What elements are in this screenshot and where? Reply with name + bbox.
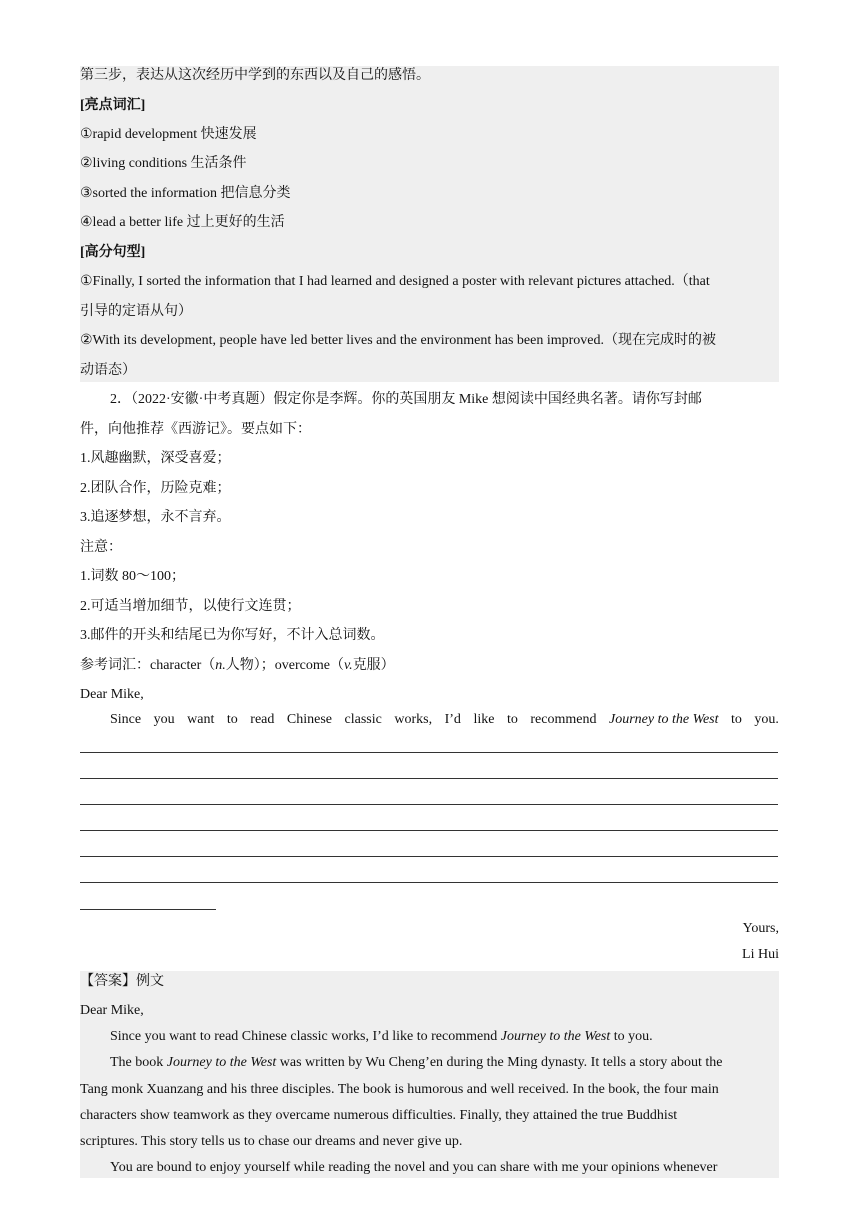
letter-signature: Li Hui <box>742 947 779 962</box>
vocab-heading: [亮点词汇] <box>80 98 146 113</box>
opening-word: want <box>187 712 215 727</box>
opening-word: like <box>473 712 495 727</box>
note-item: 1.词数 80～100； <box>80 569 185 584</box>
ref-v: v. <box>344 658 353 673</box>
opening-word: read <box>250 712 275 727</box>
answer-p1-title: Journey to the West <box>500 1029 611 1044</box>
answer-label: 【答案】例文 <box>80 974 164 989</box>
opening-word: you <box>153 712 175 727</box>
opening-word: to <box>731 712 742 727</box>
sentence-2-line-2: 动语态） <box>80 363 136 378</box>
answer-p2-post: was written by Wu Cheng’en during the Ming dynasty. It tells a story about the <box>276 1055 723 1070</box>
answer-salutation: Dear Mike, <box>80 1003 144 1018</box>
sentence-1-line-1: ①Finally, I sorted the information that I had learned and designed a poster with relevant pictures attached.（that <box>80 274 710 289</box>
opening-word: Chinese <box>286 712 332 727</box>
sentence-1-line-2: 引导的定语从句） <box>80 304 192 319</box>
vocab-item: ④lead a better life 过上更好的生活 <box>80 215 285 230</box>
opening-word: to <box>506 712 518 727</box>
opening-book-title: Journey to the West <box>608 712 719 727</box>
writing-line <box>80 830 778 831</box>
ref-mid: 人物）；overcome（ <box>225 658 344 673</box>
answer-p2-line-3: characters show teamwork as they overcame numerous difficulties. Finally, they attained the true Buddhist <box>80 1108 678 1123</box>
vocab-item: ①rapid development 快速发展 <box>80 127 257 142</box>
opening-word: recommend <box>530 712 597 727</box>
letter-opening <box>80 705 779 734</box>
letter-closing: Yours, <box>742 921 779 936</box>
point-item: 3.追逐梦想，永不言弃。 <box>80 510 231 525</box>
answer-p2-line-4: scriptures. This story tells us to chase our dreams and never give up. <box>80 1134 463 1149</box>
ref-n: n. <box>215 658 226 673</box>
notes-heading: 注意： <box>80 540 122 555</box>
opening-word: works, <box>394 712 433 727</box>
answer-p2-line-2: Tang monk Xuanzang and his three disciples. The book is humorous and well received. In the book, the four main <box>80 1082 719 1097</box>
answer-p2-line-1 <box>80 1048 779 1077</box>
opening-word: Since <box>110 712 142 727</box>
vocab-item: ②living conditions 生活条件 <box>80 156 247 171</box>
step-three-text: 第三步，表达从这次经历中学到的东西以及自己的感悟。 <box>80 68 430 83</box>
answer-p1-post: to you. <box>610 1029 653 1044</box>
answer-p3-line-1: You are bound to enjoy yourself while reading the novel and you can share with me your opinions whenever <box>110 1160 718 1175</box>
answer-paragraph-1 <box>80 1022 779 1051</box>
point-item: 1.风趣幽默，深受喜爱； <box>80 451 231 466</box>
opening-word: I’d <box>444 712 461 727</box>
ref-prefix: 参考词汇：character（ <box>80 658 216 673</box>
note-item: 2.可适当增加细节，以使行文连贯； <box>80 599 301 614</box>
point-item: 2.团队合作，历险克难； <box>80 481 231 496</box>
writing-line <box>80 804 778 805</box>
question-intro-line-1: 2．（2022·安徽·中考真题）假定你是李辉。你的英国朋友 Mike 想阅读中国经典名著。请你写封邮 <box>110 392 702 407</box>
answer-p2-title: Journey to the West <box>166 1055 277 1070</box>
writing-line-short <box>80 909 216 910</box>
sentence-2-line-1: ②With its development, people have led better lives and the environment has been improved.（现在完成时的被 <box>80 333 717 348</box>
opening-word: to <box>226 712 238 727</box>
writing-line <box>80 882 778 883</box>
opening-word: classic <box>344 712 382 727</box>
answer-p1-pre: Since you want to read Chinese classic works, I’d like to recommend <box>110 1029 501 1044</box>
sentence-heading: [高分句型] <box>80 245 146 260</box>
writing-line <box>80 752 778 753</box>
ref-end: 克服） <box>352 658 395 673</box>
writing-line <box>80 856 778 857</box>
reference-vocab <box>80 651 779 680</box>
vocab-item: ③sorted the information 把信息分类 <box>80 186 291 201</box>
writing-line <box>80 778 778 779</box>
answer-p2-pre: The book <box>110 1055 167 1070</box>
question-intro-line-2: 件，向他推荐《西游记》。要点如下： <box>80 422 311 437</box>
opening-word: you. <box>754 712 779 727</box>
letter-salutation: Dear Mike, <box>80 687 144 702</box>
note-item: 3.邮件的开头和结尾已为你写好，不计入总词数。 <box>80 628 385 643</box>
